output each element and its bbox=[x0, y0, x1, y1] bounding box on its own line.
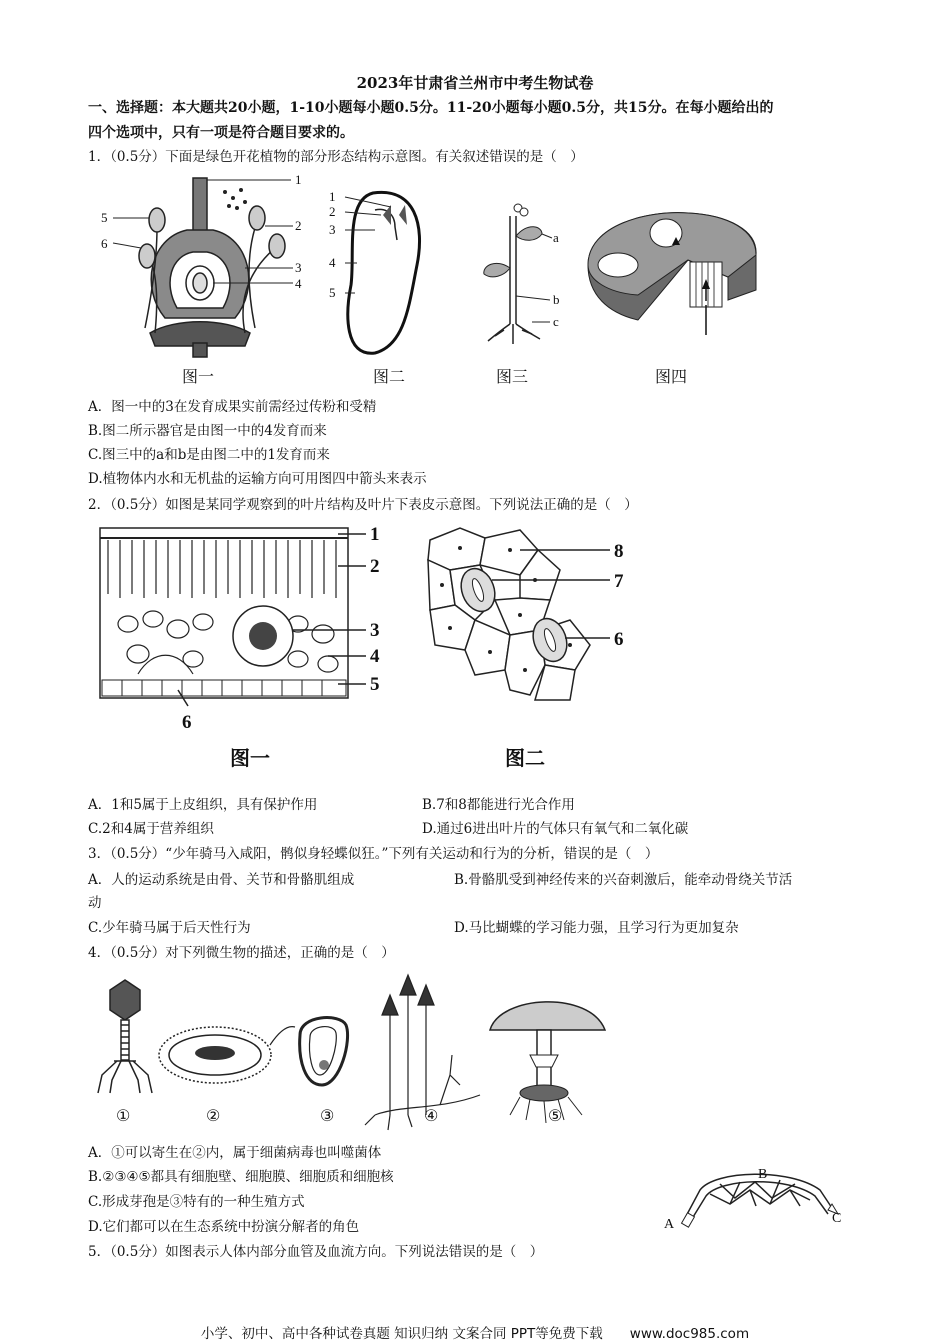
q4-label-4: ④ bbox=[424, 1106, 439, 1125]
q1-fig1-label-2: 2 bbox=[295, 218, 302, 233]
q4-label-3: ③ bbox=[320, 1106, 335, 1125]
q2-fig2-epidermis bbox=[420, 520, 650, 710]
page-footer: 小学、初中、高中各种试卷真题 知识归纳 文案合同 PPT等免费下载 www.doc985.com bbox=[200, 1326, 750, 1342]
q3-stem: 3．（0.5分）“少年骑马入咸阳，鹘似身轻蝶似狂。”下列有关运动和行为的分析，错误的是（ ） bbox=[88, 846, 659, 862]
phage-figure bbox=[98, 980, 152, 1093]
q1-fig3-label-c: c bbox=[553, 314, 559, 329]
q4-label-5: ⑤ bbox=[548, 1106, 563, 1125]
yeast-figure bbox=[300, 1018, 348, 1085]
q2-fig1-label-4: 4 bbox=[370, 646, 380, 667]
q5-blood-vessel-figure bbox=[660, 1160, 850, 1235]
q2-stem: 2．（0.5分）如图是某同学观察到的叶片结构及叶片下表皮示意图。下列说法正确的是（ ） bbox=[88, 497, 638, 513]
q1-caption-1: 图一 bbox=[182, 367, 215, 386]
q2-fig1-leaf-section bbox=[98, 524, 398, 734]
q1-stem: 1．（0.5分）下面是绿色开花植物的部分形态结构示意图。有关叙述错误的是（ ） bbox=[88, 149, 584, 165]
q1-fig2-label-3: 3 bbox=[329, 222, 336, 237]
q3-option-d: D.马比蝴蝶的学习能力强，且学习行为更加复杂 bbox=[454, 920, 739, 936]
q4-stem: 4．（0.5分）对下列微生物的描述，正确的是（ ） bbox=[88, 945, 395, 961]
q1-fig1-flower bbox=[95, 168, 325, 358]
q1-fig2-label-2: 2 bbox=[329, 204, 336, 219]
q1-fig2-label-1: 1 bbox=[329, 189, 336, 204]
section-heading-line1: 一、选择题：本大题共20小题，1-10小题每小题0.5分。11-20小题每小题0.5分，共15分。在每小题给出的 bbox=[88, 100, 774, 116]
q4-option-a: A．①可以寄生在②内，属于细菌病毒也叫噬菌体 bbox=[88, 1145, 382, 1161]
q1-option-c: C.图三中的a和b是由图二中的1发育而来 bbox=[88, 447, 330, 463]
q2-fig1-label-6: 6 bbox=[182, 712, 192, 733]
bacterium-figure bbox=[159, 1027, 295, 1083]
q1-caption-2: 图二 bbox=[373, 367, 406, 386]
q1-fig1-label-3: 3 bbox=[295, 260, 302, 275]
q2-caption-2: 图二 bbox=[505, 746, 545, 770]
q3-option-a: A．人的运动系统是由骨、关节和骨骼肌组成 bbox=[88, 872, 355, 888]
q1-fig3-seedling bbox=[470, 196, 570, 346]
q4-option-c: C.形成芽孢是③特有的一种生殖方式 bbox=[88, 1194, 305, 1210]
q2-fig1-label-5: 5 bbox=[370, 674, 380, 695]
q2-option-a: A．1和5属于上皮组织，具有保护作用 bbox=[88, 797, 318, 813]
q4-option-b: B.②③④⑤都具有细胞壁、细胞膜、细胞质和细胞核 bbox=[88, 1169, 394, 1185]
q2-option-c: C.2和4属于营养组织 bbox=[88, 821, 214, 837]
q1-fig2-seed bbox=[325, 185, 435, 360]
q4-option-d: D.它们都可以在生态系统中扮演分解者的角色 bbox=[88, 1219, 360, 1235]
q4-label-2: ② bbox=[206, 1106, 221, 1125]
q1-fig1-label-1: 1 bbox=[295, 172, 302, 187]
q5-stem: 5．（0.5分）如图表示人体内部分血管及血流方向。下列说法错误的是（ ） bbox=[88, 1244, 544, 1260]
q1-fig3-label-b: b bbox=[553, 292, 560, 307]
q1-fig1-label-5: 5 bbox=[101, 210, 108, 225]
q1-fig2-label-4: 4 bbox=[329, 255, 336, 270]
q3-option-b: B.骨骼肌受到神经传来的兴奋刺激后，能牵动骨绕关节活 bbox=[454, 872, 793, 888]
q1-option-b: B.图二所示器官是由图一中的4发育而来 bbox=[88, 423, 327, 439]
mushroom-figure bbox=[490, 1002, 605, 1123]
q3-option-c: C.少年骑马属于后天性行为 bbox=[88, 920, 251, 936]
mold-figure bbox=[365, 975, 480, 1130]
q1-fig3-label-a: a bbox=[553, 230, 559, 245]
q1-fig2-label-5: 5 bbox=[329, 285, 336, 300]
q2-option-d: D.通过6进出叶片的气体只有氧气和二氧化碳 bbox=[422, 821, 689, 837]
q1-caption-3: 图三 bbox=[496, 367, 529, 386]
q2-fig1-label-2: 2 bbox=[370, 556, 380, 577]
q4-microbes-figure bbox=[90, 975, 610, 1135]
q1-fig1-label-4: 4 bbox=[295, 276, 302, 291]
q4-label-1: ① bbox=[116, 1106, 131, 1125]
q2-fig2-label-7: 7 bbox=[614, 571, 624, 592]
q2-fig2-label-8: 8 bbox=[614, 541, 624, 562]
q5-label-c: C bbox=[832, 1211, 842, 1226]
q2-fig1-label-3: 3 bbox=[370, 620, 380, 641]
q2-option-b: B.7和8都能进行光合作用 bbox=[422, 797, 575, 813]
q1-caption-4: 图四 bbox=[655, 367, 688, 386]
q1-fig1-label-6: 6 bbox=[101, 236, 108, 251]
q3-option-b-continued: 动 bbox=[88, 895, 102, 911]
q2-fig1-label-1: 1 bbox=[370, 524, 380, 545]
section-heading-line2: 四个选项中，只有一项是符合题目要求的。 bbox=[88, 125, 354, 141]
q2-fig2-label-6: 6 bbox=[614, 629, 624, 650]
section-heading bbox=[88, 96, 878, 146]
q1-option-d: D.植物体内水和无机盐的运输方向可用图四中箭头来表示 bbox=[88, 471, 427, 487]
q5-label-a: A bbox=[664, 1217, 675, 1232]
q5-label-b: B bbox=[758, 1167, 768, 1182]
q1-fig4-stem-section bbox=[578, 205, 768, 340]
q2-caption-1: 图一 bbox=[230, 746, 270, 770]
q1-option-a: A．图一中的3在发育成果实前需经过传粉和受精 bbox=[88, 399, 377, 415]
page-title: 2023年甘肃省兰州市中考生物试卷 bbox=[356, 74, 594, 92]
